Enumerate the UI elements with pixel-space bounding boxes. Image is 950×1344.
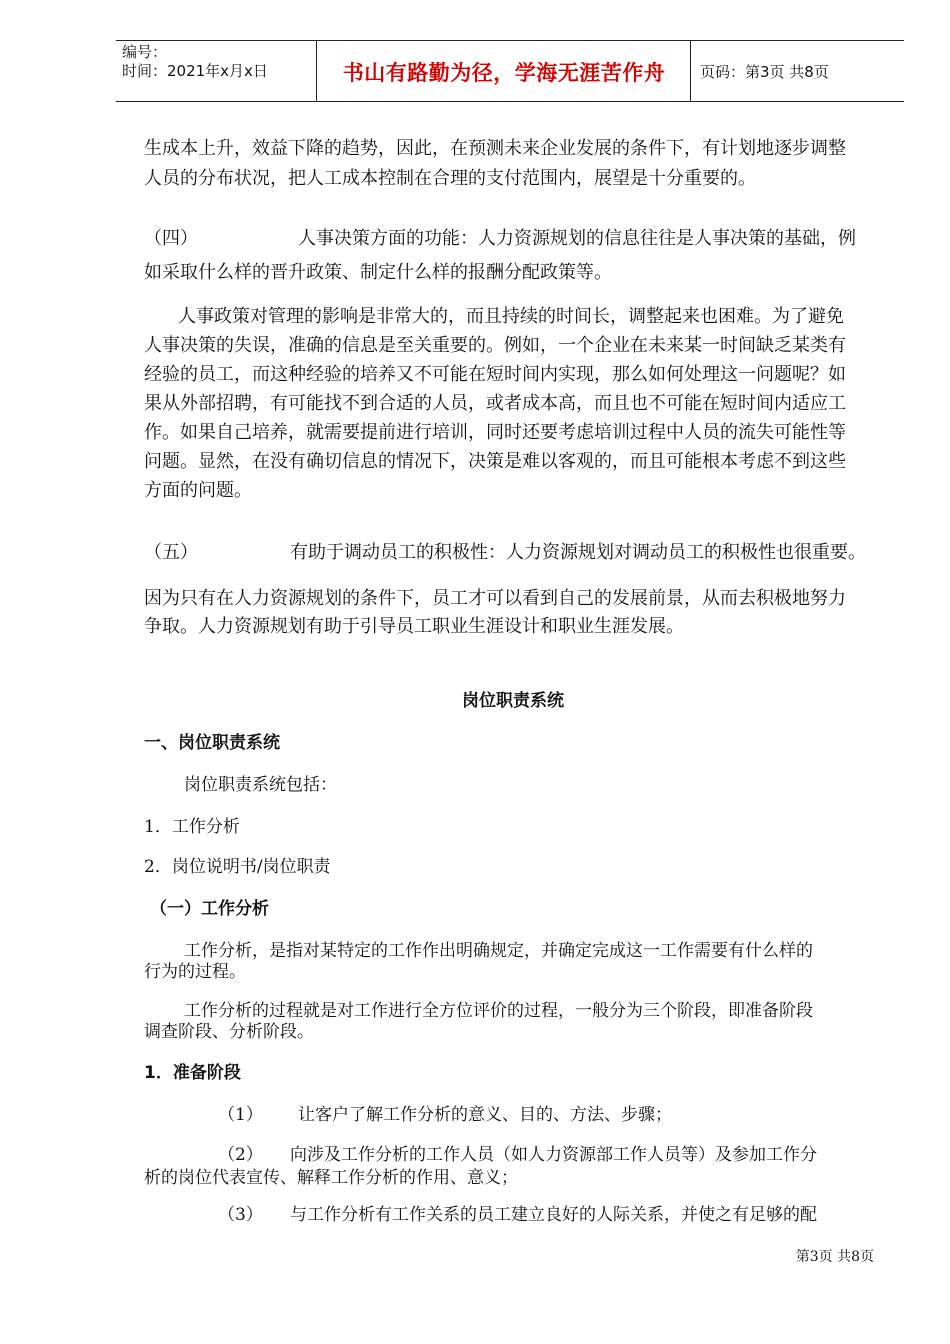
body-line: 作。如果自己培养，就需要提前进行培训，同时还要考虑培训过程中人员的流失可能性等	[144, 422, 846, 443]
header-page-info: 页码：第3页 共8页	[700, 63, 829, 81]
list-item: 2．岗位说明书/岗位职责	[144, 857, 331, 877]
header-divider	[316, 41, 317, 101]
body-line: 行为的过程。	[144, 962, 246, 982]
body-line: 方面的问题。	[144, 480, 252, 501]
step-number: （1）	[218, 1105, 263, 1125]
body-line: 因为只有在人力资源规划的条件下，员工才可以看到自己的发展前景，从而去积极地努力	[144, 588, 846, 609]
page-footer: 第3页 共8页	[795, 1249, 874, 1265]
body-line: 人事决策的失误，准确的信息是至关重要的。例如，一个企业在未来某一时间缺乏某类有	[144, 335, 846, 356]
header-divider	[690, 41, 691, 101]
step-text: 与工作分析有工作关系的员工建立良好的人际关系，并使之有足够的配	[290, 1205, 817, 1225]
step-text: 向涉及工作分析的工作人员（如人力资源部工作人员等）及参加工作分	[290, 1145, 817, 1165]
body-line: 如采取什么样的晋升政策、制定什么样的报酬分配政策等。	[144, 262, 612, 283]
step-number: （2）	[218, 1145, 263, 1165]
body-line: 调查阶段、分析阶段。	[144, 1022, 314, 1042]
body-line: 经验的员工，而这种经验的培养又不可能在短时间内实现，那么如何处理这一问题呢？如	[144, 364, 846, 385]
center-title: 岗位职责系统	[462, 691, 564, 711]
header-motto: 书山有路勤为径，学海无涯苦作舟	[342, 61, 666, 85]
header-date: 时间：2021年x月x日	[122, 62, 268, 80]
body-line: 争取。人力资源规划有助于引导员工职业生涯设计和职业生涯发展。	[144, 616, 684, 637]
heading-one: 一、岗位职责系统	[144, 733, 280, 753]
body-line: 人员的分布状况，把人工成本控制在合理的支付范围内，展望是十分重要的。	[144, 168, 756, 189]
body-line: 人事政策对管理的影响是非常大的，而且持续的时间长，调整起来也困难。为了避免	[178, 306, 844, 327]
list-item: 1．工作分析	[144, 817, 240, 837]
section-five-number: （五）	[144, 542, 198, 563]
body-line: 工作分析的过程就是对工作进行全方位评价的过程，一般分为三个阶段，即准备阶段	[184, 1001, 813, 1021]
page-header	[116, 40, 904, 102]
step-number: （3）	[218, 1205, 263, 1225]
section-five-title: 有助于调动员工的积极性：人力资源规划对调动员工的积极性也很重要。	[290, 542, 866, 563]
section-four-number: （四）	[144, 228, 198, 249]
heading-three: 1．准备阶段	[144, 1063, 241, 1083]
header-meta	[122, 43, 268, 81]
body-line: 问题。显然，在没有确切信息的情况下，决策是难以客观的，而且可能根本考虑不到这些	[144, 451, 846, 472]
heading-two: （一）工作分析	[150, 899, 269, 919]
body-line: 生成本上升，效益下降的趋势，因此，在预测未来企业发展的条件下，有计划地逐步调整	[144, 138, 846, 159]
body-line: 工作分析，是指对某特定的工作作出明确规定，并确定完成这一工作需要有什么样的	[184, 941, 813, 961]
body-line: 果从外部招聘，有可能找不到合适的人员，或者成本高，而且也不可能在短时间内适应工	[144, 393, 846, 414]
section-four-title: 人事决策方面的功能：人力资源规划的信息往往是人事决策的基础，例	[298, 228, 856, 249]
body-line: 岗位职责系统包括：	[184, 775, 337, 795]
header-number: 编号：	[122, 43, 168, 61]
step-text: 析的岗位代表宣传、解释工作分析的作用、意义；	[144, 1168, 518, 1188]
step-text: 让客户了解工作分析的意义、目的、方法、步骤；	[298, 1105, 672, 1125]
